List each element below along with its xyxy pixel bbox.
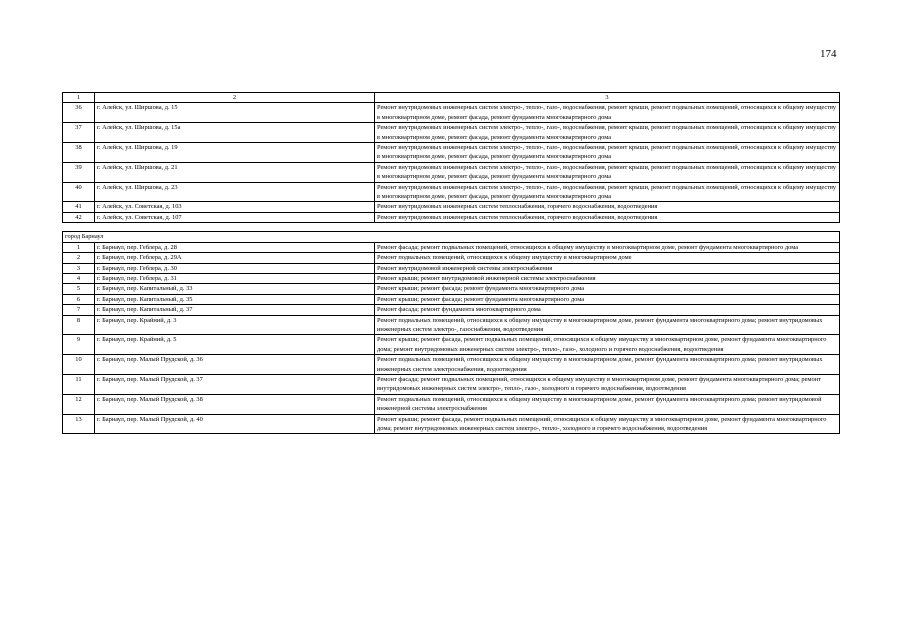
row-works: Ремонт крыши; ремонт фасада, ремонт подвальных помещений, относящихся к общему имуществу в многоквартирном доме, ремонт фундамента многоквартирного дома; ремонт внутридомовых инженерных систем электро-, тепло-, холодного и горячего водоснабжения, водоотведения	[375, 414, 840, 434]
table-row	[63, 273, 840, 283]
row-works: Ремонт подвальных помещений, относящихся к общему имуществу в многоквартирном доме, ремонт фундамента многоквартирного дома; ремонт внутридомовых инженерных систем электроснабжения, водоотведения	[375, 355, 840, 375]
row-address: г. Алейск, ул. Ширшова, д. 19	[95, 143, 375, 163]
table-row	[63, 263, 840, 273]
table-row	[63, 103, 840, 123]
column-number-row	[63, 93, 840, 103]
row-works: Ремонт внутридомовых инженерных систем электро-, тепло-, газо-, водоснабжения, ремонт крыши, ремонт подвальных помещений, относящихся к общему имуществу в многоквартирном доме, ремонт фасада, ремонт фундамента многоквартирного дома	[375, 162, 840, 182]
table-row	[63, 284, 840, 294]
row-number: 36	[63, 103, 95, 123]
row-number: 10	[63, 355, 95, 375]
table-row	[63, 162, 840, 182]
table-row	[63, 335, 840, 355]
row-number: 13	[63, 414, 95, 434]
page-number: 174	[820, 48, 837, 60]
table-row	[63, 294, 840, 304]
column-number-2: 2	[95, 93, 375, 103]
row-works: Ремонт фасада; ремонт подвальных помещений, относящихся к общему имуществу в многоквартирном доме, ремонт фундамента многоквартирного дома	[375, 242, 840, 252]
row-works: Ремонт внутридомовых инженерных систем теплоснабжения, горячего водоснабжения, водоотведения	[375, 202, 840, 212]
row-number: 8	[63, 315, 95, 335]
row-works: Ремонт подвальных помещений, относящихся к общему имуществу в многоквартирном доме, ремонт фундамента многоквартирного дома; ремонт внутридомовых инженерных систем электро-, газоснабжения, водоотведения	[375, 315, 840, 335]
row-address: г. Барнаул, пер. Геблера, д. 30	[95, 263, 375, 273]
row-number: 38	[63, 143, 95, 163]
register-table-body	[63, 93, 840, 434]
row-number: 5	[63, 284, 95, 294]
row-number: 2	[63, 253, 95, 263]
row-address: г. Барнаул, пер. Геблера, д. 31	[95, 273, 375, 283]
section-row	[63, 232, 840, 242]
table-row	[63, 374, 840, 394]
row-address: г. Алейск, ул. Ширшова, д. 15	[95, 103, 375, 123]
table-row	[63, 305, 840, 315]
table-row	[63, 123, 840, 143]
row-number: 6	[63, 294, 95, 304]
table-row	[63, 315, 840, 335]
row-works: Ремонт крыши; ремонт фасада; ремонт фундамента многоквартирного дома	[375, 284, 840, 294]
register-table	[62, 92, 840, 434]
table-row	[63, 202, 840, 212]
section-spacer	[63, 223, 840, 232]
row-works: Ремонт крыши; ремонт фасада; ремонт фундамента многоквартирного дома	[375, 294, 840, 304]
row-address: г. Алейск, ул. Ширшова, д. 23	[95, 182, 375, 202]
table-row	[63, 394, 840, 414]
table-row	[63, 242, 840, 252]
section-title: город Барнаул	[63, 232, 840, 242]
row-number: 1	[63, 242, 95, 252]
row-works: Ремонт подвальных помещений, относящихся к общему имуществу в многоквартирном доме	[375, 253, 840, 263]
row-number: 37	[63, 123, 95, 143]
row-address: г. Алейск, ул. Советская, д. 103	[95, 202, 375, 212]
row-address: г. Барнаул, пер. Малый Прудской, д. 38	[95, 394, 375, 414]
table-row	[63, 414, 840, 434]
row-works: Ремонт внутридомовых инженерных систем электро-, тепло-, газо-, водоснабжения, ремонт крыши, ремонт подвальных помещений, относящихся к общему имуществу в многоквартирном доме, ремонт фасада, ремонт фундамента многоквартирного дома	[375, 123, 840, 143]
spacer-cell	[63, 223, 840, 232]
row-works: Ремонт фасада; ремонт подвальных помещений, относящихся к общему имуществу в многоквартирном доме, ремонт фундамента многоквартирного дома; ремонт внутридомовых инженерных систем электро-, тепло-, газо-, холодного и горячего водоснабжения, водоотведения	[375, 374, 840, 394]
row-number: 42	[63, 212, 95, 222]
table-row	[63, 143, 840, 163]
row-address: г. Барнаул, пер. Крайний, д. 3	[95, 315, 375, 335]
row-address: г. Барнаул, пер. Капитальный, д. 37	[95, 305, 375, 315]
row-works: Ремонт фасада; ремонт фундамента многоквартирного дома	[375, 305, 840, 315]
row-address: г. Барнаул, пер. Малый Прудской, д. 37	[95, 374, 375, 394]
row-address: г. Барнаул, пер. Крайний, д. 5	[95, 335, 375, 355]
row-works: Ремонт подвальных помещений, относящихся к общему имуществу в многоквартирном доме, ремонт фундамента многоквартирного дома; ремонт внутридомовой инженерной системы электроснабжения	[375, 394, 840, 414]
row-number: 41	[63, 202, 95, 212]
row-number: 40	[63, 182, 95, 202]
row-address: г. Барнаул, пер. Капитальный, д. 33	[95, 284, 375, 294]
row-address: г. Алейск, ул. Ширшова, д. 21	[95, 162, 375, 182]
row-address: г. Барнаул, пер. Геблера, д. 29А	[95, 253, 375, 263]
row-works: Ремонт внутридомовых инженерных систем теплоснабжения, горячего водоснабжения, водоотведения	[375, 212, 840, 222]
column-number-3: 3	[375, 93, 840, 103]
column-number-1: 1	[63, 93, 95, 103]
row-number: 3	[63, 263, 95, 273]
row-works: Ремонт крыши; ремонт фасада, ремонт подвальных помещений, относящихся к общему имуществу в многоквартирном доме, ремонт фундамента многоквартирного дома; ремонт внутридомовых инженерных систем электро-, тепло-, газо-, холодного и горячего водоснабжения, водоотведения	[375, 335, 840, 355]
row-address: г. Барнаул, пер. Геблера, д. 28	[95, 242, 375, 252]
row-works: Ремонт внутридомовой инженерной системы электроснабжения	[375, 263, 840, 273]
table-row	[63, 253, 840, 263]
row-works: Ремонт внутридомовых инженерных систем электро-, тепло-, газо-, водоснабжения, ремонт крыши, ремонт подвальных помещений, относящихся к общему имуществу в многоквартирном доме, ремонт фасада, ремонт фундамента многоквартирного дома	[375, 143, 840, 163]
row-works: Ремонт крыши; ремонт внутридомовой инженерной системы электроснабжения	[375, 273, 840, 283]
row-number: 9	[63, 335, 95, 355]
row-number: 39	[63, 162, 95, 182]
row-address: г. Барнаул, пер. Капитальный, д. 35	[95, 294, 375, 304]
row-works: Ремонт внутридомовых инженерных систем электро-, тепло-, газо-, водоснабжения, ремонт крыши, ремонт подвальных помещений, относящихся к общему имуществу в многоквартирном доме, ремонт фасада, ремонт фундамента многоквартирного дома	[375, 103, 840, 123]
row-number: 12	[63, 394, 95, 414]
row-address: г. Барнаул, пер. Малый Прудской, д. 40	[95, 414, 375, 434]
table-row	[63, 355, 840, 375]
row-number: 7	[63, 305, 95, 315]
row-address: г. Алейск, ул. Советская, д. 107	[95, 212, 375, 222]
row-number: 11	[63, 374, 95, 394]
table-row	[63, 182, 840, 202]
row-address: г. Барнаул, пер. Малый Прудской, д. 36	[95, 355, 375, 375]
row-works: Ремонт внутридомовых инженерных систем электро-, тепло-, газо-, водоснабжения, ремонт крыши, ремонт подвальных помещений, относящихся к общему имуществу в многоквартирном доме, ремонт фасада, ремонт фундамента многоквартирного дома	[375, 182, 840, 202]
row-address: г. Алейск, ул. Ширшова, д. 15а	[95, 123, 375, 143]
table-row	[63, 212, 840, 222]
row-number: 4	[63, 273, 95, 283]
